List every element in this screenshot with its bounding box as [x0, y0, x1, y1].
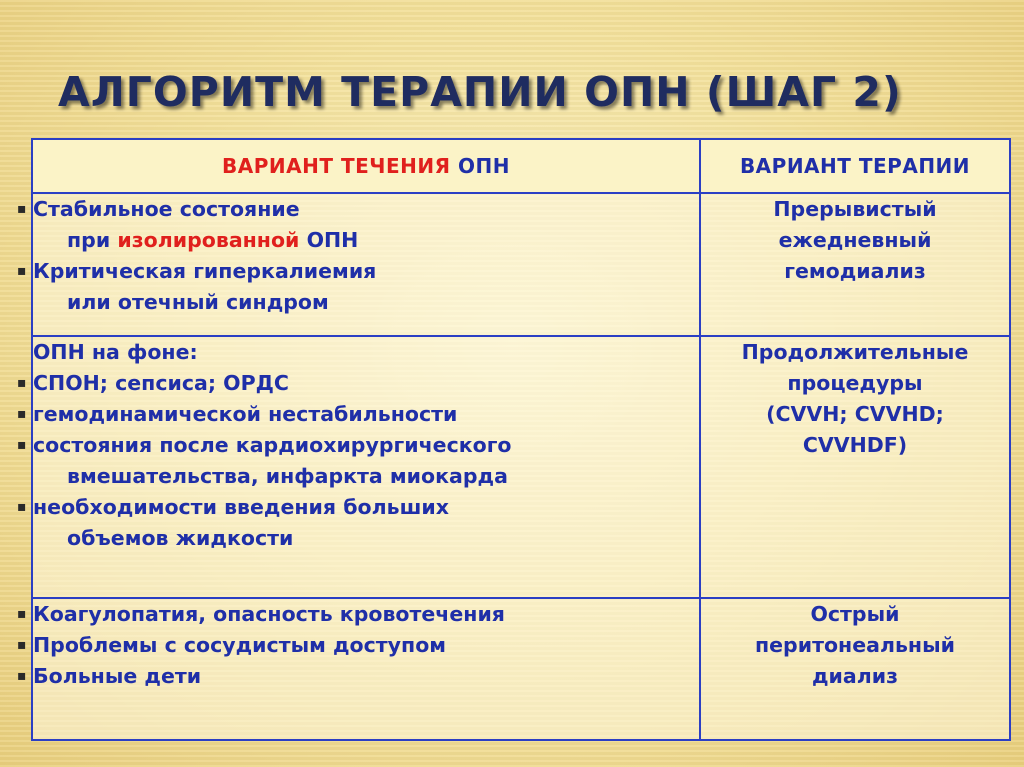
- list-item-continuation: или отечный синдром: [67, 290, 329, 314]
- therapy-cell: Продолжительные процедуры (CVVH; CVVHD; CVVHDF): [700, 336, 1010, 598]
- list-intro: ОПН на фоне:: [33, 340, 198, 364]
- header-course-variant-label: ВАРИАНТ ТЕЧЕНИЯ: [222, 154, 451, 178]
- course-cell: [17, 193, 700, 336]
- therapy-cell: Прерывистый ежедневный гемодиализ: [700, 193, 1010, 336]
- header-course-variant-abbr: ОПН: [457, 154, 510, 178]
- list-item: ▪ Проблемы с сосудистым доступом: [33, 630, 699, 661]
- bullet-icon: ▪: [17, 668, 27, 684]
- bullet-icon: ▪: [17, 637, 27, 653]
- bullet-icon: ▪: [17, 406, 27, 422]
- bullet-icon: ▪: [17, 499, 27, 515]
- highlighted-term: изолированной: [117, 228, 300, 252]
- list-item: ▪ Больные дети: [33, 661, 699, 692]
- course-cell: [17, 598, 700, 740]
- table-row: [32, 598, 1010, 740]
- bullet-icon: ▪: [17, 263, 27, 279]
- therapy-cell: Острый перитонеальный диализ: [700, 598, 1010, 740]
- table-header-row: [32, 139, 1010, 193]
- list-item: ▪ Критическая гиперкалиемия: [33, 256, 699, 287]
- list-item-continuation: вмешательства, инфаркта миокарда: [67, 464, 508, 488]
- list-item: ▪ гемодинамической нестабильности: [33, 399, 699, 430]
- list-item: ▪ необходимости введения больших: [33, 492, 699, 523]
- table-row: [32, 193, 1010, 336]
- bullet-icon: ▪: [17, 375, 27, 391]
- table-row: [32, 336, 1010, 598]
- page-title: АЛГОРИТМ ТЕРАПИИ ОПН (ШАГ 2): [58, 68, 902, 116]
- list-item-continuation: объемов жидкости: [67, 526, 294, 550]
- therapy-algorithm-table: [17, 138, 1011, 741]
- list-item: ▪ Коагулопатия, опасность кровотечения: [33, 599, 699, 630]
- bullet-icon: ▪: [17, 201, 27, 217]
- header-course-variant: [32, 139, 700, 193]
- list-item: ▪ состояния после кардиохирургического: [33, 430, 699, 461]
- header-therapy-variant: ВАРИАНТ ТЕРАПИИ: [700, 139, 1010, 193]
- list-item: ▪ Стабильное состояние: [33, 194, 699, 225]
- list-item-continuation: при изолированной ОПН: [67, 228, 359, 252]
- bullet-icon: ▪: [17, 437, 27, 453]
- bullet-icon: ▪: [17, 606, 27, 622]
- list-item: ▪ СПОН; сепсиса; ОРДС: [33, 368, 699, 399]
- course-cell: [17, 336, 700, 598]
